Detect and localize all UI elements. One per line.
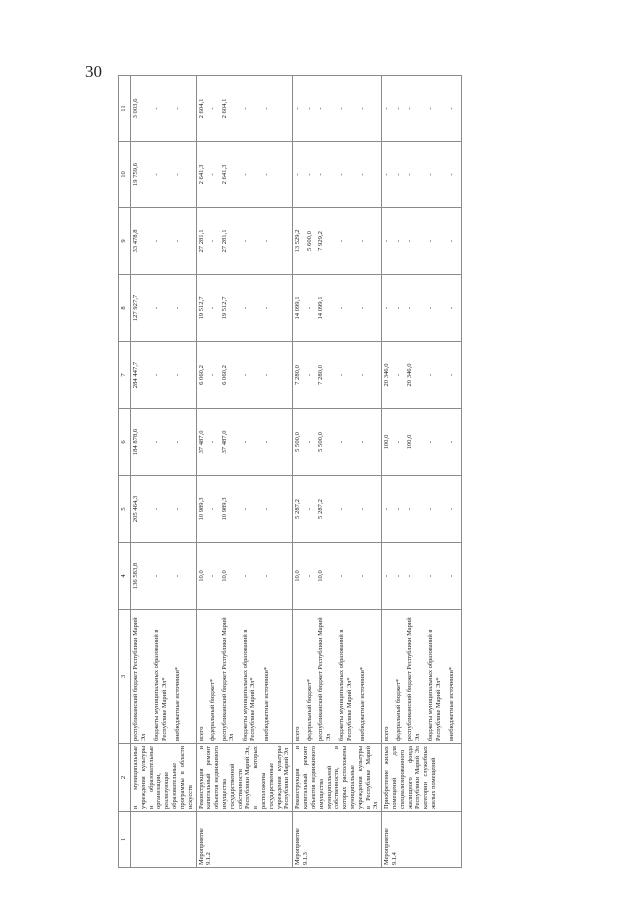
value-cell: - [383, 239, 391, 243]
value-cell: 10,0 [317, 570, 325, 582]
activity-code-cell: Мероприятие 9.1.2 [196, 812, 293, 868]
value-cell: - [448, 173, 456, 176]
column-header-8: 8 [119, 275, 131, 342]
value-cell: - [394, 173, 402, 176]
activity-code-cell: Мероприятие 9.1.4 [382, 812, 462, 868]
value-cell: 10,0 [220, 570, 228, 582]
value-cell: - [241, 107, 249, 110]
value-cell: - [359, 440, 367, 444]
value-column-8 [382, 275, 462, 342]
value-cell: - [262, 440, 270, 444]
value-cell: - [241, 173, 249, 176]
value-cell: - [427, 373, 435, 377]
value-column-10 [382, 142, 462, 208]
value-cell: 27 281,1 [197, 229, 205, 253]
column-header-9: 9 [119, 208, 131, 275]
value-cell: - [209, 107, 216, 110]
value-column-7 [293, 342, 382, 409]
value-column-5 [131, 476, 197, 543]
value-column-9 [382, 208, 462, 275]
value-cell: 19 759,6 [132, 162, 139, 187]
value-cell: - [262, 306, 270, 310]
value-cell: 19 512,7 [220, 296, 228, 320]
table-row [293, 76, 382, 868]
value-column-8 [293, 275, 382, 342]
value-cell: - [359, 373, 367, 377]
value-cell: 7 280,0 [294, 365, 302, 385]
value-cell: - [241, 507, 249, 511]
value-cell: - [338, 574, 346, 578]
value-cell: - [427, 440, 435, 444]
funding-source-cell [382, 610, 462, 744]
value-cell: - [338, 239, 346, 243]
funding-source-cell [196, 610, 293, 744]
value-cell: 205 464,3 [132, 495, 139, 523]
value-cell: - [294, 107, 302, 110]
value-cell: - [153, 574, 160, 578]
value-cell: - [448, 440, 456, 444]
value-cell: - [153, 239, 160, 243]
value-cell: - [359, 507, 367, 511]
value-cell: - [406, 107, 414, 110]
value-column-10 [196, 142, 293, 208]
value-column-10 [131, 142, 197, 208]
value-column-5 [293, 476, 382, 543]
value-cell: - [383, 107, 391, 110]
value-cell: - [317, 173, 325, 176]
value-cell: 33 478,8 [132, 229, 139, 253]
value-cell: - [383, 306, 391, 310]
funding-source-line: федеральный бюджет* [209, 678, 216, 741]
value-cell: - [241, 306, 249, 310]
value-cell: - [394, 306, 402, 310]
value-cell: - [338, 440, 346, 444]
value-cell: - [262, 507, 270, 511]
value-cell: 20 346,0 [406, 363, 414, 387]
value-cell: - [338, 373, 346, 377]
value-cell: 6 060,2 [197, 365, 205, 385]
value-cell: - [383, 574, 391, 578]
column-header-5: 5 [119, 476, 131, 543]
funding-source-line: внебюджетные источники* [448, 666, 456, 741]
value-cell: 7 280,0 [317, 365, 325, 385]
funding-source-line: внебюджетные источники* [174, 666, 181, 741]
table-row [196, 76, 293, 868]
column-header-2: 2 [119, 744, 131, 812]
value-cell: 20 346,0 [383, 363, 391, 387]
funding-source-line: бюджеты муниципальных образований в Республике Марий Эл* [427, 629, 442, 741]
funding-source-line: всего [383, 726, 391, 741]
value-column-4 [196, 543, 293, 610]
column-header-3: 3 [119, 610, 131, 744]
value-column-4 [131, 543, 197, 610]
value-cell: 2 604,1 [197, 98, 205, 119]
value-cell: - [305, 440, 313, 444]
value-cell: - [241, 440, 249, 444]
value-column-6 [382, 409, 462, 476]
value-cell: - [427, 507, 435, 511]
funding-source-line: бюджеты муниципальных образований в Республике Марий Эл* [153, 629, 168, 741]
value-cell: - [262, 173, 270, 176]
funding-source-line: внебюджетные источники* [262, 666, 270, 741]
value-cell: - [174, 574, 181, 578]
value-cell: 10,0 [197, 570, 205, 582]
value-cell: 14 099,1 [294, 296, 302, 320]
value-cell: - [305, 373, 313, 377]
funding-source-line: республиканский бюджет Республики Марий Эл [406, 617, 421, 741]
value-cell: 6 060,2 [220, 365, 228, 385]
table-row [131, 76, 197, 868]
value-cell: 13 529,2 [294, 229, 302, 253]
value-cell: - [359, 239, 367, 243]
value-column-11 [382, 76, 462, 142]
funding-source-cell [293, 610, 382, 744]
value-cell: - [394, 507, 402, 511]
value-cell: - [448, 373, 456, 377]
value-cell: 5 287,2 [294, 499, 302, 519]
value-cell: - [262, 574, 270, 578]
value-column-7 [382, 342, 462, 409]
value-cell: - [153, 440, 160, 444]
value-cell: 5 500,0 [294, 432, 302, 452]
column-header-10: 10 [119, 142, 131, 208]
value-cell: - [359, 306, 367, 310]
value-cell: - [406, 574, 414, 578]
value-cell: - [305, 107, 313, 110]
value-cell: - [262, 373, 270, 377]
funding-source-line: республиканский бюджет Республики Марий Эл [132, 617, 147, 741]
value-cell: 100,0 [383, 434, 391, 450]
value-cell: - [209, 440, 216, 444]
value-cell: - [174, 173, 181, 176]
value-cell: - [448, 306, 456, 310]
value-cell: - [359, 107, 367, 110]
funding-source-line: всего [197, 726, 205, 741]
funding-source-line: федеральный бюджет* [305, 678, 313, 741]
value-cell: 5 287,2 [317, 499, 325, 519]
value-cell: - [394, 574, 402, 578]
value-column-9 [293, 208, 382, 275]
value-cell: - [305, 507, 313, 511]
value-cell: - [209, 507, 216, 511]
value-column-5 [382, 476, 462, 543]
value-cell: - [394, 440, 402, 444]
value-cell: - [427, 239, 435, 243]
column-header-4: 4 [119, 543, 131, 610]
value-cell: 2 641,3 [220, 164, 228, 185]
funding-table [118, 75, 462, 868]
value-column-7 [131, 342, 197, 409]
value-cell: 184 878,6 [132, 428, 139, 456]
column-header-11: 11 [119, 76, 131, 142]
value-column-11 [131, 76, 197, 142]
value-cell: 136 583,8 [132, 562, 139, 590]
value-cell: - [448, 107, 456, 110]
value-cell: - [305, 574, 313, 578]
rotated-table-container [118, 76, 610, 868]
value-cell: - [427, 574, 435, 578]
value-cell: - [406, 173, 414, 176]
funding-source-line: бюджеты муниципальных образований в Республике Марий Эл* [338, 629, 354, 741]
value-cell: - [305, 306, 313, 310]
table-header-row [119, 76, 131, 868]
value-cell: - [153, 173, 160, 176]
value-cell: - [317, 107, 325, 110]
column-header-6: 6 [119, 409, 131, 476]
value-cell: - [383, 173, 391, 176]
funding-source-line: республиканский бюджет Республики Марий Эл [220, 617, 236, 741]
value-cell: - [153, 107, 160, 110]
value-cell: 127 927,7 [132, 294, 139, 322]
value-cell: - [427, 173, 435, 176]
value-cell: - [448, 507, 456, 511]
value-cell: - [174, 239, 181, 243]
value-cell: - [209, 574, 216, 578]
value-column-11 [293, 76, 382, 142]
value-column-6 [293, 409, 382, 476]
value-cell: 2 604,1 [220, 98, 228, 119]
value-cell: 37 487,0 [197, 430, 205, 454]
value-cell: - [241, 239, 249, 243]
value-column-8 [196, 275, 293, 342]
value-column-7 [196, 342, 293, 409]
value-cell: - [338, 507, 346, 511]
value-cell: - [338, 306, 346, 310]
funding-source-line: всего [294, 726, 302, 741]
value-column-4 [382, 543, 462, 610]
value-cell: 7 929,2 [317, 231, 325, 251]
page-number: 30 [85, 62, 102, 81]
column-header-7: 7 [119, 342, 131, 409]
value-cell: - [383, 507, 391, 511]
value-cell: - [209, 306, 216, 310]
value-cell: - [294, 173, 302, 176]
funding-source-line: республиканский бюджет Республики Марий Эл [317, 617, 333, 741]
value-cell: 284 447,7 [132, 361, 139, 389]
value-cell: - [174, 440, 181, 444]
column-header-1: 1 [119, 812, 131, 868]
value-cell: - [153, 306, 160, 310]
value-cell: - [262, 239, 270, 243]
activity-code-cell [131, 812, 197, 868]
funding-source-line: внебюджетные источники* [359, 666, 367, 741]
value-cell: - [241, 373, 249, 377]
value-cell: - [448, 239, 456, 243]
value-cell: - [174, 373, 181, 377]
value-cell: - [448, 574, 456, 578]
value-cell: - [174, 507, 181, 511]
activity-description-cell: Реконструкция и капитальный ремонт объектов недвижимого имущества государственной собственности Республики Марий Эл, в которых расположены государственные учреждения культуры Республики Марий Эл [196, 744, 293, 812]
activity-description-cell: и муниципальные учреждения культуры и образовательные организации, реализующие образовательные программы в области искусств [131, 744, 197, 812]
value-cell: - [338, 173, 346, 176]
value-cell: 5 500,0 [317, 432, 325, 452]
value-cell: - [406, 239, 414, 243]
value-cell: 14 099,1 [317, 296, 325, 320]
funding-source-line: федеральный бюджет* [394, 678, 402, 741]
value-cell: 19 512,7 [197, 296, 205, 320]
value-cell: - [153, 373, 160, 377]
value-cell: - [209, 239, 216, 243]
value-column-10 [293, 142, 382, 208]
value-cell: - [241, 574, 249, 578]
value-column-6 [196, 409, 293, 476]
funding-source-line: бюджеты муниципальных образований в Республике Марий Эл* [241, 629, 257, 741]
value-cell: 5 600,0 [305, 231, 313, 251]
activity-code-cell: Мероприятие 9.1.3 [293, 812, 382, 868]
value-cell: - [262, 107, 270, 110]
value-cell: - [359, 173, 367, 176]
value-cell: 100,0 [406, 434, 414, 450]
value-cell: - [394, 373, 402, 377]
value-cell: 2 641,3 [197, 164, 205, 185]
activity-description-cell: Реконструкция и капитальный ремонт объектов недвижимого имущества муниципальной собственности, в которых расположены муниципальные учреждения культуры в Республике Марий Эл [293, 744, 382, 812]
table-body [131, 76, 462, 868]
value-cell: 3 003,6 [132, 98, 139, 119]
value-cell: - [394, 107, 402, 110]
value-cell: 27 281,1 [220, 229, 228, 253]
value-cell: - [174, 306, 181, 310]
value-column-11 [196, 76, 293, 142]
value-cell: - [338, 107, 346, 110]
value-cell: - [359, 574, 367, 578]
activity-description-cell: Приобретение жилых помещений для специализированного жилищного фонда Республики Марий Эл категории служебных жилых помещений [382, 744, 462, 812]
table-row [382, 76, 462, 868]
value-column-6 [131, 409, 197, 476]
value-column-9 [196, 208, 293, 275]
value-cell: - [305, 173, 313, 176]
value-cell: - [406, 306, 414, 310]
funding-source-cell [131, 610, 197, 744]
value-cell: - [427, 306, 435, 310]
value-column-9 [131, 208, 197, 275]
value-cell: - [174, 107, 181, 110]
value-cell: 10 989,3 [220, 497, 228, 521]
value-cell: 10,0 [294, 570, 302, 582]
value-cell: - [394, 239, 402, 243]
value-column-8 [131, 275, 197, 342]
value-cell: - [427, 107, 435, 110]
value-cell: - [209, 173, 216, 176]
value-cell: - [209, 373, 216, 377]
value-cell: 37 487,0 [220, 430, 228, 454]
value-cell: 10 989,3 [197, 497, 205, 521]
value-cell: - [406, 507, 414, 511]
value-column-4 [293, 543, 382, 610]
value-column-5 [196, 476, 293, 543]
value-cell: - [153, 507, 160, 511]
